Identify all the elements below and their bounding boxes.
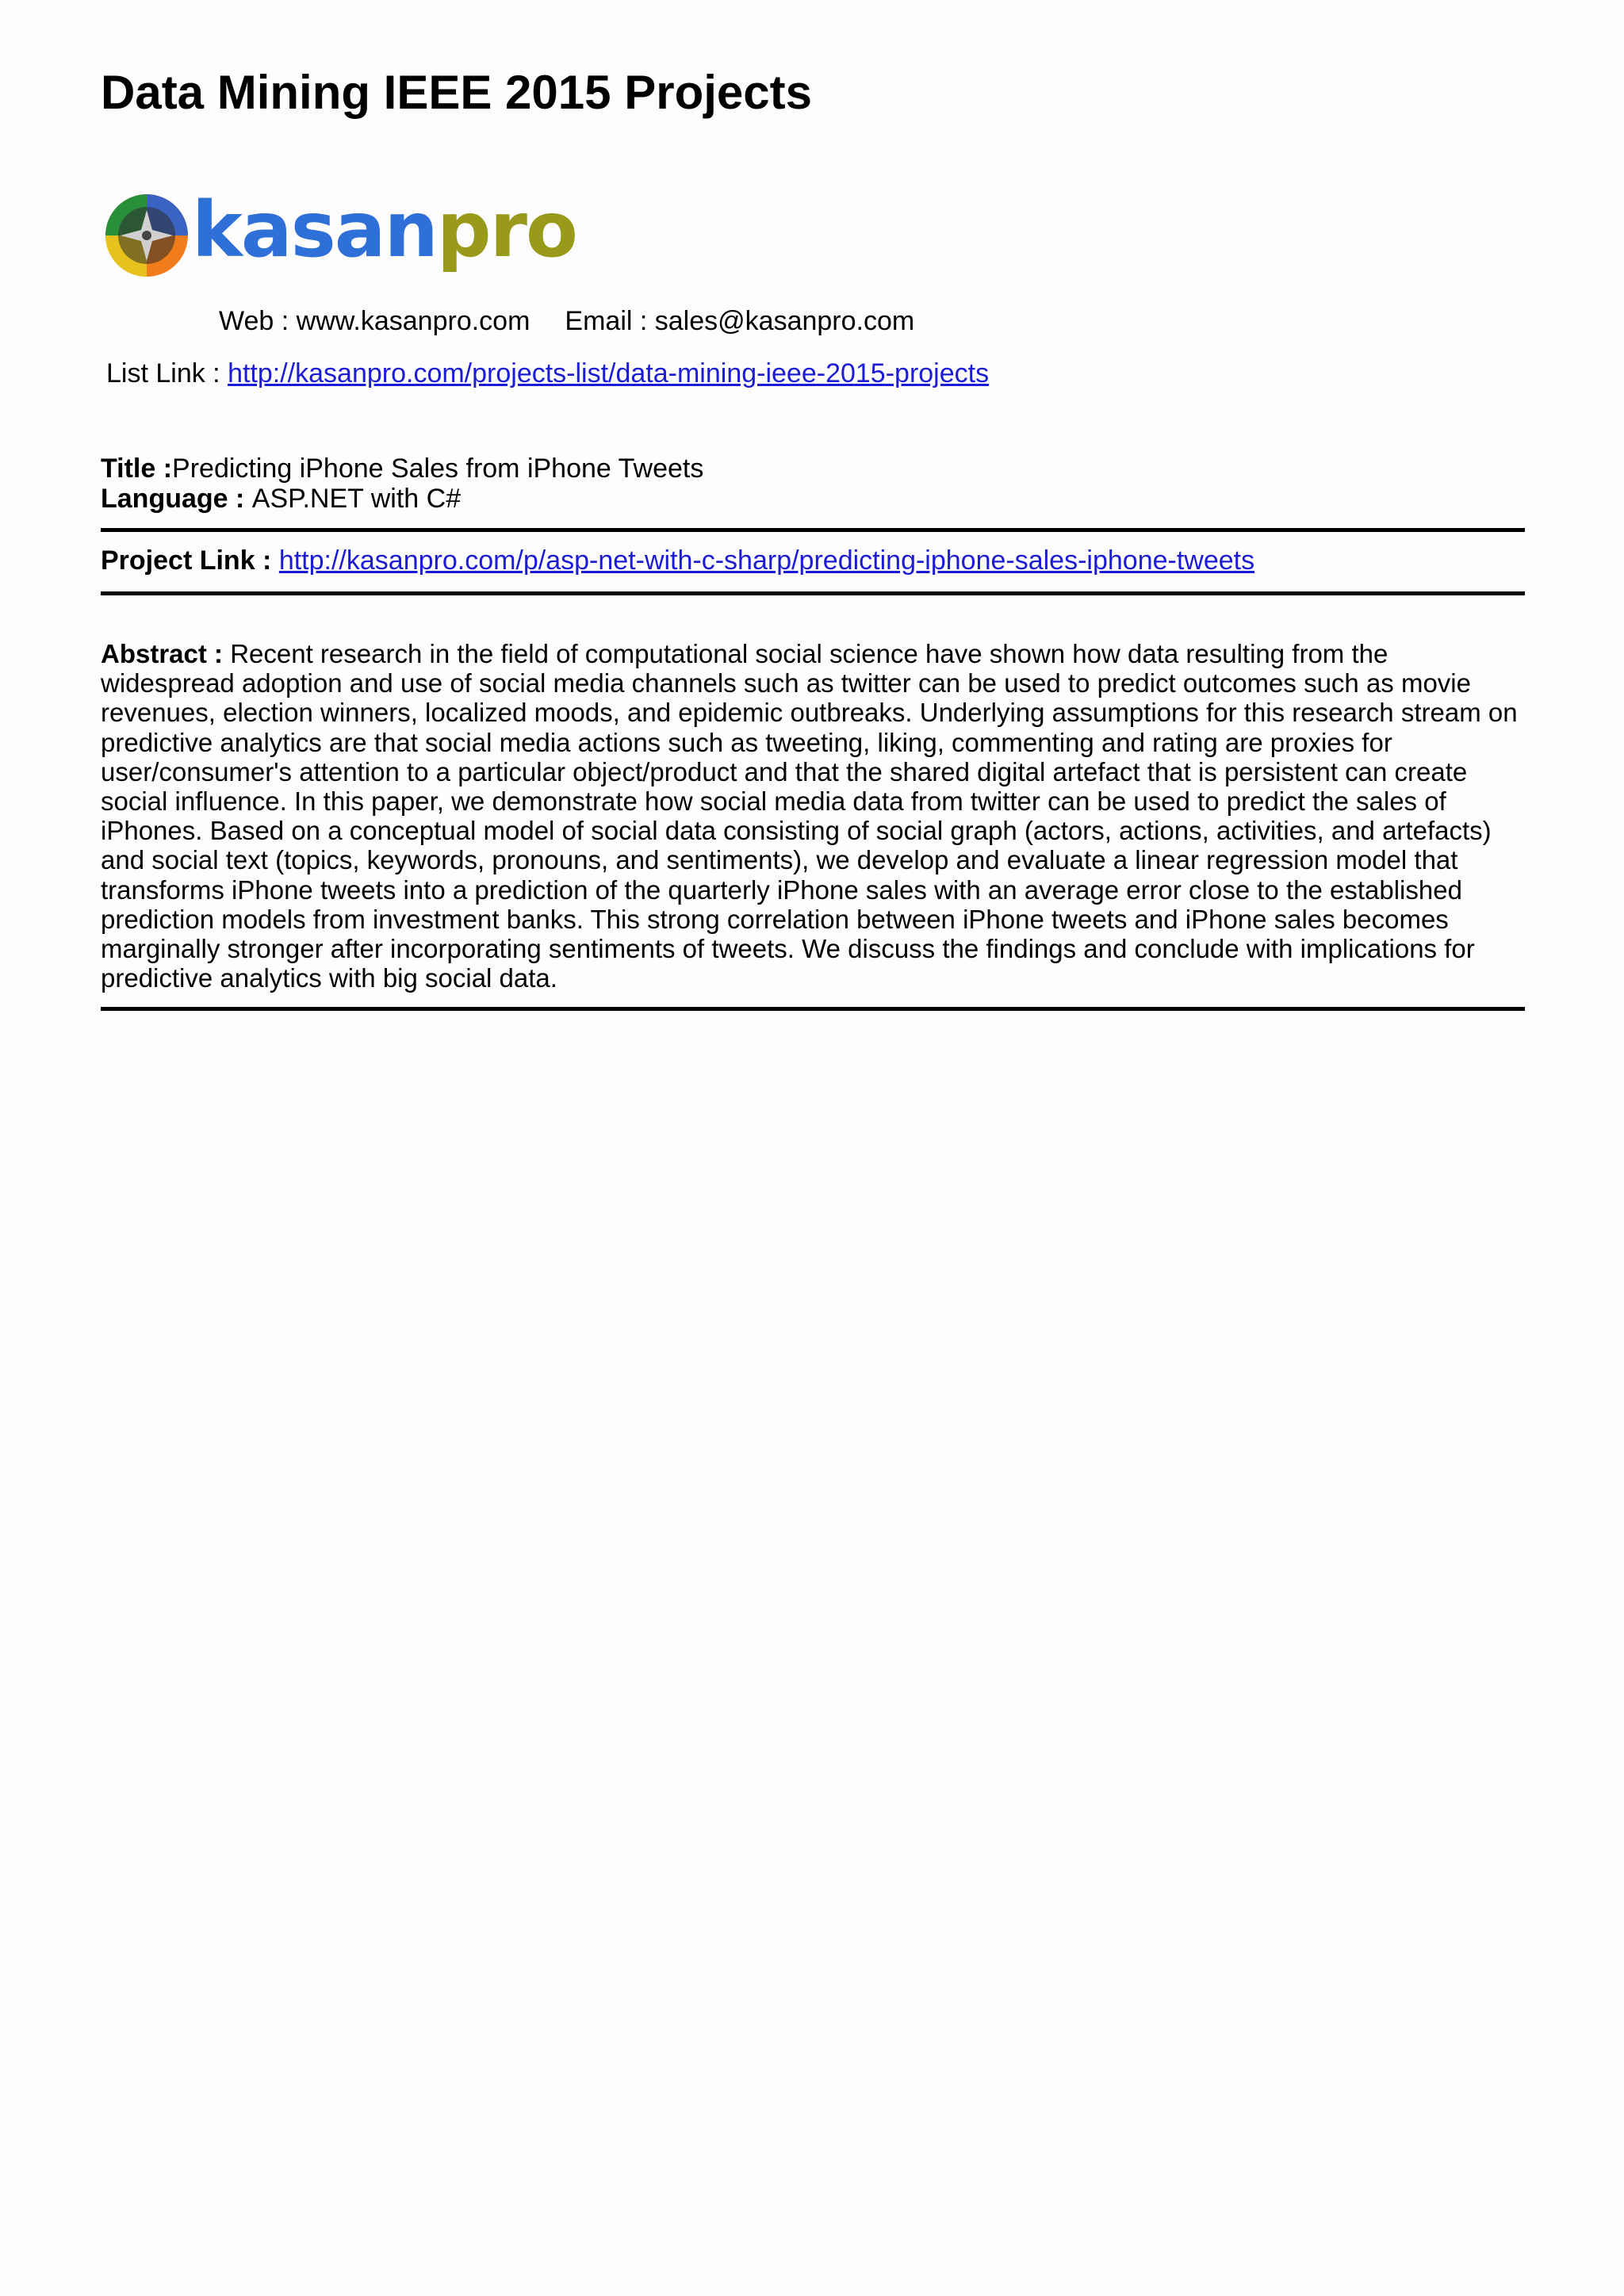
email-address: Email : sales@kasanpro.com bbox=[565, 306, 915, 336]
project-link-line bbox=[101, 545, 1254, 576]
language-label: Language : bbox=[101, 484, 252, 514]
project-title: Predicting iPhone Sales from iPhone Tweets bbox=[172, 453, 704, 484]
list-link-label: List Link : bbox=[106, 358, 228, 388]
list-link[interactable]: http://kasanpro.com/projects-list/data-mining-ieee-2015-projects bbox=[228, 358, 990, 388]
abstract-text: Recent research in the field of computational social science have shown how data resulting from the widespread adoption and use of social media channels such as twitter can be used to predict outcomes such as movie revenues, election winners, localized moods, and epidemic outbreaks. Underlying assumptions for this research stream on predictive analytics are that social media actions such as tweeting, liking, commenting and rating are proxies for user/consumer's attention to a particular object/product and that the shared digital artefact that is persistent can create social influence. In this paper, we demonstrate how social media data from twitter can be used to predict the sales of iPhones. Based on a conceptual model of social data consisting of social graph (actors, actions, activities, and artefacts) and social text (topics, keywords, pronouns, and sentiments), we develop and evaluate a linear regression model that transforms iPhone tweets into a prediction of the quarterly iPhone sales with an average error close to the established prediction models from investment banks. This strong correlation between iPhone tweets and iPhone sales becomes marginally stronger after incorporating sentiments of tweets. We discuss the findings and conclude with implications for predictive analytics with big social data. bbox=[101, 639, 1518, 993]
divider-top bbox=[101, 528, 1525, 532]
project-language: ASP.NET with C# bbox=[251, 484, 462, 514]
list-link-line bbox=[106, 358, 989, 389]
abstract bbox=[101, 639, 1528, 993]
svg-text:kasanpro: kasanpro bbox=[192, 186, 576, 274]
globe-icon bbox=[105, 194, 188, 277]
contact-line bbox=[219, 306, 914, 337]
kasanpro-logo bbox=[103, 186, 576, 281]
language-row bbox=[101, 484, 703, 514]
web-address: Web : www.kasanpro.com bbox=[219, 306, 530, 336]
project-link-label: Project Link : bbox=[101, 545, 279, 576]
page-title: Data Mining IEEE 2015 Projects bbox=[101, 66, 812, 119]
divider-middle bbox=[101, 591, 1525, 595]
project-link[interactable]: http://kasanpro.com/p/asp-net-with-c-sharp/predicting-iphone-sales-iphone-tweets bbox=[278, 545, 1255, 576]
title-row bbox=[101, 453, 703, 484]
project-meta bbox=[101, 453, 703, 514]
title-label: Title : bbox=[101, 453, 173, 484]
abstract-label: Abstract : bbox=[101, 639, 231, 668]
divider-bottom bbox=[101, 1007, 1525, 1011]
